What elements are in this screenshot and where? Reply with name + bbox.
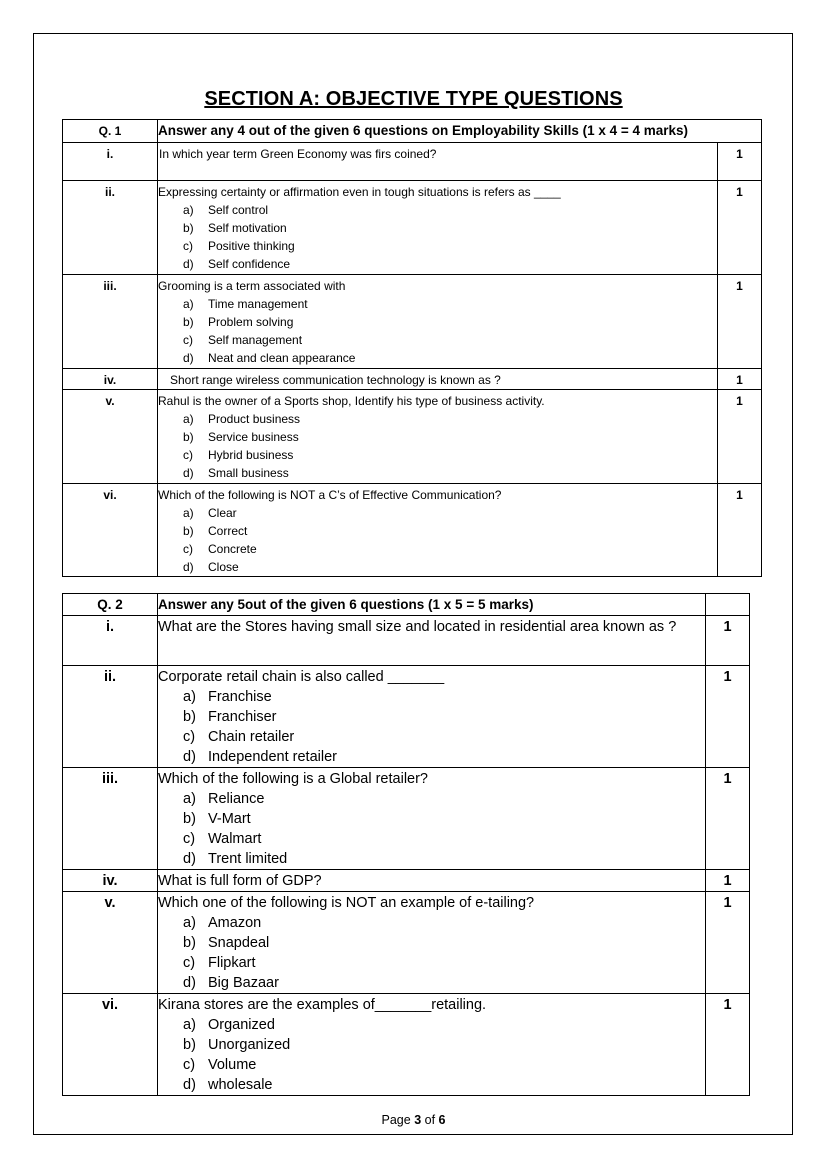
option-item [183,913,705,933]
option-item [183,464,717,482]
option-list [158,913,705,993]
item-number: i. [63,616,158,666]
page-total: 6 [438,1113,446,1127]
option-item [183,829,705,849]
item-question-cell [158,994,706,1096]
question-2-instruction: Answer any 5out of the given 6 questions (1 x 5 = 5 marks) [158,594,706,616]
option-item [183,1035,705,1055]
item-question-text: Expressing certainty or affirmation even in tough situations is refers as ____ [158,185,561,199]
option-item [183,789,705,809]
option-item [183,727,705,747]
option-text: Self motivation [208,221,287,235]
item-question-text: Grooming is a term associated with [158,279,346,293]
question-item-row [63,275,762,369]
option-text: Small business [208,466,289,480]
question-item-row [63,181,762,275]
option-label: c) [183,239,193,253]
option-list [158,687,705,767]
page-footer-middle: of [421,1113,439,1127]
option-label: a) [183,203,194,217]
question-item-row [63,616,750,666]
option-label: b) [183,1037,196,1053]
item-question-cell [158,616,706,666]
item-question-text: Which one of the following is NOT an example of e-tailing? [158,895,535,911]
option-item [183,349,717,367]
option-item [183,255,717,273]
option-label: b) [183,811,196,827]
option-label: a) [183,791,196,807]
item-number: v. [63,390,158,484]
option-label: a) [183,412,194,426]
option-label: a) [183,689,196,705]
page-footer-prefix: Page [381,1113,415,1127]
option-text: Self management [208,333,303,347]
question-item-row [63,484,762,577]
item-marks: 1 [718,484,762,577]
option-text: Concrete [208,542,257,556]
option-text: Flipkart [208,955,256,971]
item-question-text: What is full form of GDP? [158,873,322,889]
page-footer [0,1113,827,1127]
option-label: d) [183,351,194,365]
option-text: Volume [208,1057,257,1073]
option-text: Big Bazaar [208,975,279,991]
option-item [183,558,717,576]
option-text: Self confidence [208,257,291,271]
option-label: c) [183,1057,196,1073]
item-question-cell [158,666,706,768]
item-marks: 1 [718,369,762,390]
option-label: d) [183,975,196,991]
option-label: a) [183,1017,196,1033]
option-item [183,428,717,446]
item-marks: 1 [718,143,762,181]
option-text: Clear [208,506,237,520]
option-item [183,707,705,727]
option-text: Amazon [208,915,262,931]
option-text: Independent retailer [208,749,337,765]
item-marks: 1 [718,275,762,369]
option-list [158,1015,705,1095]
option-label: b) [183,221,194,235]
item-question-text: In which year term Green Economy was firs coined? [159,147,437,161]
item-marks: 1 [706,666,750,768]
option-item [183,331,717,349]
option-item [183,201,717,219]
question-item-row [63,666,750,768]
option-list [158,789,705,869]
option-item [183,747,705,767]
question-1-header-row [63,120,762,143]
item-question-cell [158,390,718,484]
option-label: a) [183,297,194,311]
item-marks: 1 [718,390,762,484]
option-item [183,953,705,973]
item-question-text: Which of the following is NOT a C’s of Effective Communication? [158,488,502,502]
item-marks: 1 [706,892,750,994]
item-number: i. [63,143,158,181]
option-label: c) [183,955,196,971]
option-label: d) [183,257,194,271]
option-text: Time management [208,297,308,311]
item-number: v. [63,892,158,994]
option-text: Snapdeal [208,935,270,951]
question-item-row [63,390,762,484]
option-text: Self control [208,203,269,217]
option-item [183,973,705,993]
question-item-row [63,870,750,892]
item-question-text: Corporate retail chain is also called _______ [158,669,445,685]
option-label: b) [183,709,196,725]
item-question-text: Rahul is the owner of a Sports shop, Identify his type of business activity. [158,394,545,408]
option-item [183,809,705,829]
option-label: c) [183,542,193,556]
option-label: b) [183,935,196,951]
option-item [183,504,717,522]
question-2-header-marks [706,594,750,616]
option-label: b) [183,524,194,538]
question-2-header-row [63,594,750,616]
question-2-table [62,593,750,1096]
item-number: vi. [63,484,158,577]
item-number: iii. [63,275,158,369]
option-item [183,540,717,558]
option-text: Walmart [208,831,262,847]
item-question-cell [158,143,718,181]
question-1-instruction: Answer any 4 out of the given 6 questions on Employability Skills (1 x 4 = 4 marks) [158,120,762,143]
option-label: d) [183,560,194,574]
option-label: d) [183,466,194,480]
item-marks: 1 [706,994,750,1096]
question-item-row [63,994,750,1096]
option-list [158,201,717,273]
option-item [183,219,717,237]
item-number: iii. [63,768,158,870]
item-question-cell [158,892,706,994]
item-question-cell [158,369,718,390]
item-number: iv. [63,369,158,390]
item-number: iv. [63,870,158,892]
item-marks: 1 [706,616,750,666]
option-text: Unorganized [208,1037,291,1053]
option-text: Chain retailer [208,729,295,745]
item-question-cell [158,275,718,369]
option-item [183,410,717,428]
question-item-row [63,768,750,870]
section-title: SECTION A: OBJECTIVE TYPE QUESTIONS [204,88,623,110]
option-text: wholesale [208,1077,273,1093]
option-list [158,295,717,367]
question-item-row [63,143,762,181]
option-text: Organized [208,1017,275,1033]
option-list [158,504,717,576]
question-1-label: Q. 1 [63,120,158,143]
item-question-text: What are the Stores having small size and located in residential area known as ? [158,619,677,635]
item-number: vi. [63,994,158,1096]
item-number: ii. [63,181,158,275]
item-question-text: Short range wireless communication technology is known as ? [170,373,501,387]
option-label: c) [183,448,193,462]
item-question-text: Kirana stores are the examples of_______retailing. [158,997,487,1013]
question-item-row [63,892,750,994]
option-item [183,237,717,255]
option-item [183,849,705,869]
option-text: Reliance [208,791,265,807]
option-text: Product business [208,412,301,426]
item-marks: 1 [718,181,762,275]
item-number: ii. [63,666,158,768]
item-question-cell [158,768,706,870]
option-item [183,313,717,331]
option-label: d) [183,749,196,765]
option-label: d) [183,851,196,867]
item-marks: 1 [706,768,750,870]
option-label: c) [183,831,196,847]
option-text: Franchiser [208,709,277,725]
page-number: 3 [414,1113,422,1127]
option-text: Positive thinking [208,239,295,253]
option-item [183,687,705,707]
option-text: Hybrid business [208,448,294,462]
option-text: Problem solving [208,315,294,329]
option-item [183,1015,705,1035]
option-label: b) [183,315,194,329]
question-2-label: Q. 2 [63,594,158,616]
option-item [183,1055,705,1075]
option-text: Correct [208,524,248,538]
option-label: a) [183,915,196,931]
option-text: Trent limited [208,851,288,867]
option-label: c) [183,333,193,347]
option-list [158,410,717,482]
option-text: Franchise [208,689,272,705]
option-label: d) [183,1077,196,1093]
option-item [183,1075,705,1095]
item-question-cell [158,181,718,275]
question-1-table [62,119,762,577]
option-label: a) [183,506,194,520]
item-question-cell [158,870,706,892]
option-text: Close [208,560,239,574]
option-text: Neat and clean appearance [208,351,356,365]
option-label: b) [183,430,194,444]
option-label: c) [183,729,196,745]
option-item [183,446,717,464]
option-text: V-Mart [208,811,251,827]
question-item-row [63,369,762,390]
item-marks: 1 [706,870,750,892]
option-item [183,295,717,313]
item-question-cell [158,484,718,577]
item-question-text: Which of the following is a Global retailer? [158,771,428,787]
option-text: Service business [208,430,299,444]
option-item [183,522,717,540]
option-item [183,933,705,953]
